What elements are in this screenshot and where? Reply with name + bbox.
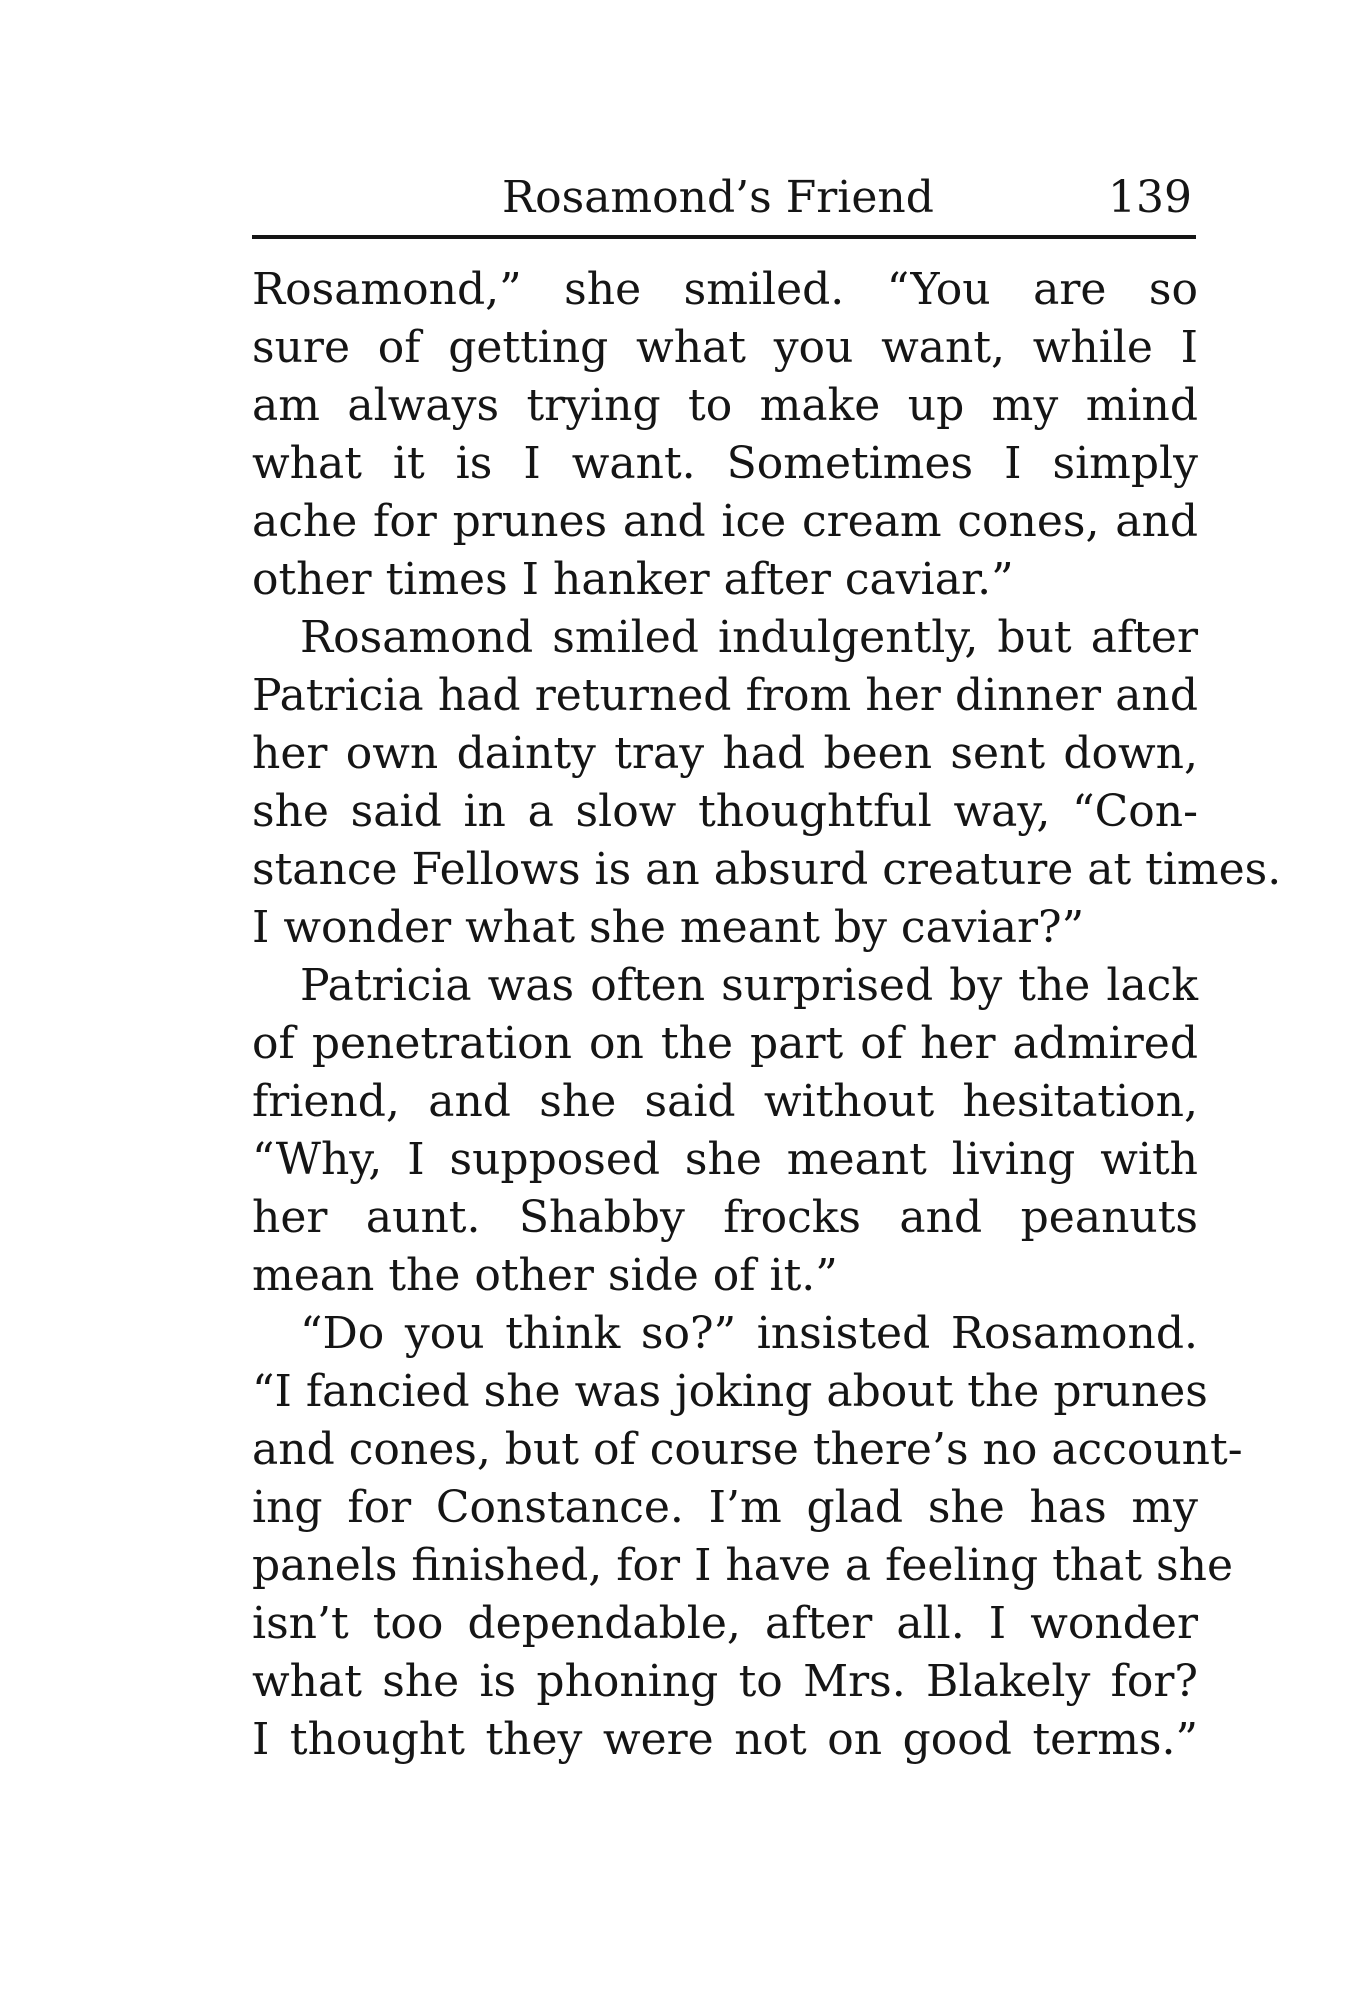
text-line: friend, and she said without hesitation, — [252, 1076, 1198, 1127]
text-line: panels finished, for I have a feeling that she — [252, 1540, 1233, 1591]
text-line: and cones, but of course there’s no account- — [252, 1424, 1243, 1475]
header-rule — [252, 235, 1196, 239]
running-title: Rosamond’s Friend — [502, 172, 934, 223]
text-line: I thought they were not on good terms.” — [252, 1714, 1198, 1765]
text-line: I wonder what she meant by caviar?” — [252, 902, 1085, 953]
text-line: ing for Constance. I’m glad she has my — [252, 1482, 1198, 1533]
text-line: of penetration on the part of her admired — [252, 1018, 1198, 1069]
text-line: “Why, I supposed she meant living with — [252, 1134, 1198, 1185]
text-line: am always trying to make up my mind — [252, 380, 1198, 431]
text-line: stance Fellows is an absurd creature at times. — [252, 844, 1282, 895]
body-text — [252, 261, 1282, 1769]
running-head — [252, 165, 1198, 231]
text-line: Rosamond,” she smiled. “You are so — [252, 264, 1198, 315]
text-line: other times I hanker after caviar.” — [252, 554, 1014, 605]
text-line: Rosamond smiled indulgently, but after — [300, 612, 1198, 663]
text-line: what it is I want. Sometimes I simply — [252, 438, 1198, 489]
text-line: sure of getting what you want, while I — [252, 322, 1198, 373]
text-line: “Do you think so?” insisted Rosamond. — [300, 1308, 1198, 1359]
text-line: isn’t too dependable, after all. I wonder — [252, 1598, 1198, 1649]
text-line: mean the other side of it.” — [252, 1250, 838, 1301]
text-line: Patricia was often surprised by the lack — [300, 960, 1198, 1011]
text-line: Patricia had returned from her dinner and — [252, 670, 1198, 721]
text-line: she said in a slow thoughtful way, “Con- — [252, 786, 1198, 837]
text-line: what she is phoning to Mrs. Blakely for? — [252, 1656, 1198, 1707]
page-number: 139 — [1108, 172, 1192, 223]
text-line: her own dainty tray had been sent down, — [252, 728, 1198, 779]
text-line: “I fancied she was joking about the prunes — [252, 1366, 1208, 1417]
text-line: ache for prunes and ice cream cones, and — [252, 496, 1198, 547]
text-line: her aunt. Shabby frocks and peanuts — [252, 1192, 1198, 1243]
